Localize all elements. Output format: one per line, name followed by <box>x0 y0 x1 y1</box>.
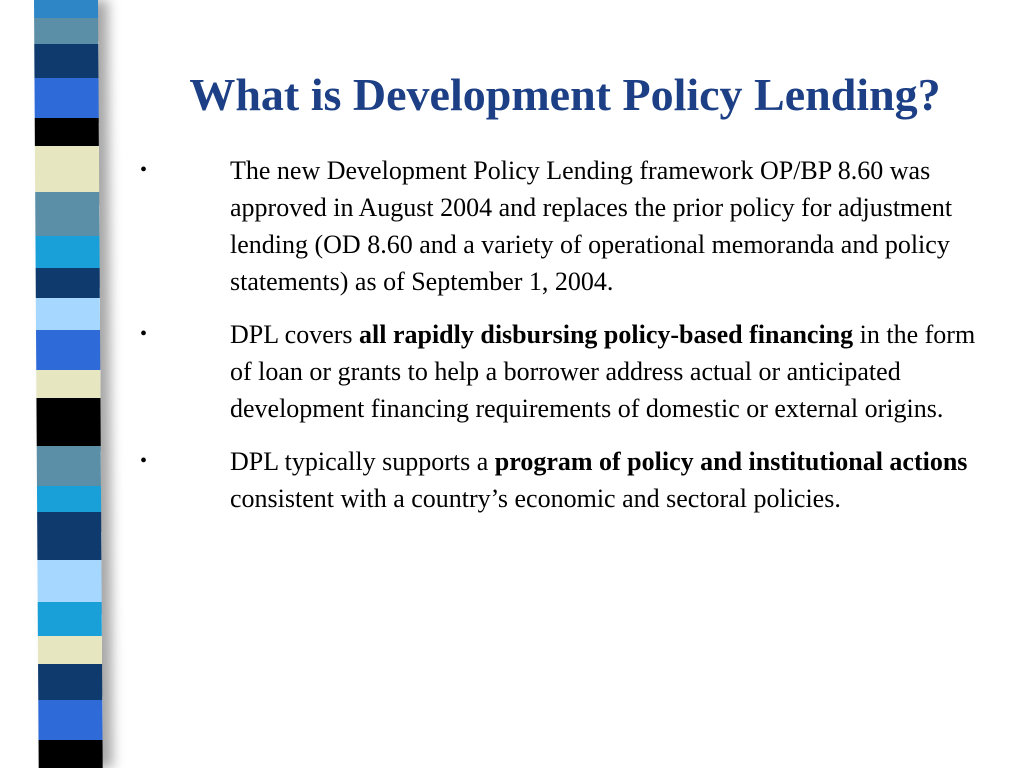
stripe-block <box>36 268 100 298</box>
stripe-block <box>36 330 100 370</box>
stripe-block <box>35 236 99 268</box>
stripe-block <box>34 18 98 44</box>
stripe-block <box>37 512 101 560</box>
stripe-block <box>34 44 98 78</box>
stripe-block <box>35 118 99 146</box>
stripe-block <box>38 700 102 740</box>
bullet-text-after: in the form of loan or grants to help a borrower address actual or anticipated development financing requirements of domestic or external origins. <box>230 320 976 423</box>
stripe-block <box>36 298 100 330</box>
bullet-text-after: consistent with a country’s economic and sectoral policies. <box>230 484 841 513</box>
stripe-block <box>36 370 100 398</box>
stripe-block <box>38 664 102 700</box>
stripe-block <box>36 398 100 446</box>
bullet-list <box>140 152 1000 533</box>
stripe-block <box>35 192 99 236</box>
bullet-marker: • <box>140 323 148 345</box>
stripe-block <box>34 78 98 118</box>
bullet-item <box>140 152 1000 300</box>
bullet-bold-text: all rapidly disbursing policy-based financing <box>359 320 854 349</box>
bullet-marker: • <box>140 450 148 472</box>
bullet-marker: • <box>140 159 148 181</box>
stripe-block <box>38 602 102 636</box>
stripe-block <box>37 486 101 512</box>
stripe-block <box>37 560 101 602</box>
stripe-block <box>35 146 99 192</box>
slide-title: What is Development Policy Lending? <box>189 69 941 120</box>
stripe-block <box>38 636 102 664</box>
stripe-block <box>39 740 103 768</box>
bullet-item <box>140 443 1000 517</box>
stripe-block <box>34 0 98 18</box>
bullet-text: DPL covers <box>230 320 360 349</box>
bullet-item <box>140 316 1000 427</box>
bullet-text: DPL typically supports a <box>230 447 495 476</box>
bullet-bold-text: program of policy and institutional actions <box>494 447 968 476</box>
stripe-block <box>37 446 101 486</box>
bullet-text: The new Development Policy Lending framework OP/BP 8.60 was approved in August 2004 and replaces the prior policy for adjustment lending (OD 8.60 and a variety of operational memoranda and policy statements) as of September 1, 2004. <box>230 156 953 296</box>
decorative-stripe <box>34 0 103 768</box>
